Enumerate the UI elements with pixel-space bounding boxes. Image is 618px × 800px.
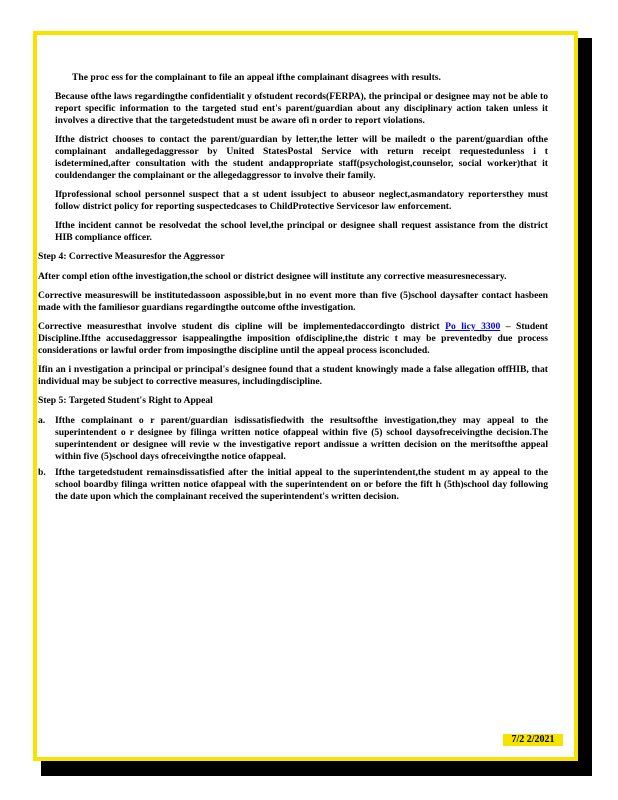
list-item xyxy=(38,467,548,503)
step4-paragraph-2: Corrective measureswill be institutedassoon aspossible,but in no event more than five (5)school daysafter contact hasbeen made with the familiesor guardians regardingthe outcome ofthe investigation. xyxy=(38,290,548,313)
step5-heading: Step 5: Targeted Student's Right to Appeal xyxy=(38,395,213,406)
bullet-text: The proc ess for the complainant to file an appeal ifthe complainant disagrees with results. xyxy=(72,72,441,83)
paragraph-abuse: Ifprofessional school personnel suspect that a st udent issubject to abuseor neglect,asmandatory reportersthey must follow district policy for reporting suspectedcases to ChildProtective Servicesor law enforcement. xyxy=(55,189,548,212)
step4-heading: Step 4: Corrective Measuresfor the Aggressor xyxy=(38,251,225,262)
document-body xyxy=(38,72,548,507)
list-item-label: a. xyxy=(38,415,46,426)
paragraph-letter: Ifthe district chooses to contact the parent/guardian by letter,the letter will be mailedt o the parent/guardian ofthe complainant andallegedaggressor by United StatesPostal Service with return receipt requestedunless i t isdetermined,after consultation with the student andappropriate staff(psychologist,counselor, social worker)that it couldendanger the complainant or the allegedaggressor to involve their family. xyxy=(55,134,548,181)
paragraph-escalation: Ifthe incident cannot be resolvedat the school level,the principal or designee shall request assistance from the district HIB compliance officer. xyxy=(55,220,548,243)
bullet-item xyxy=(55,72,548,84)
bullet-symbol xyxy=(55,72,72,84)
step4-paragraph-1: After compl etion ofthe investigation,the school or district designee will institute any corrective measuresnecessary. xyxy=(38,271,507,282)
paragraph-ferpa: Because ofthe laws regardingthe confidentialit y ofstudent records(FERPA), the principal or designee may not be able to report specific information to the targeted stud ent's parent/guardian about any disciplinary action taken unless it involves a directive that the targetedstudent must be aware ofi n order to report violations. xyxy=(55,91,548,126)
policy-3300-link[interactable]: Po licy 3300 xyxy=(445,321,501,332)
list-item-text: Ifthe complainant o r parent/guardian isdissatisfiedwith the resultsofthe investigation,they may appeal to the superintendent o r designee by filinga written notice ofappeal within five (5) school daysofreceivingthe decision.The superintendent or designee will revie w the investigative report andissue a written decision on the meritsofthe appeal within five (5)school days ofreceivingthe notice ofappeal. xyxy=(55,415,548,462)
step4-p3-after: – Student Discipline.Ifthe accusedaggressor isappealingthe imposition ofdiscipline,the distric t may be preventedby due process considerations or lawful order from imposingthe discipline until the appeal process isconcluded. xyxy=(38,321,548,356)
list-item xyxy=(38,415,548,463)
list-item-label: b. xyxy=(38,467,46,478)
list-item-text: Ifthe targetedstudent remainsdissatisfied after the initial appeal to the superintendent,the student m ay appeal to the school boardby filinga written notice ofappeal with the superintendent on or before the fift h (5th)school day following the date upon which the complainant received the superintendent's written decision. xyxy=(55,467,548,502)
date-stamp: 7/2 2/2021 xyxy=(503,734,563,746)
step4-paragraph-3 xyxy=(38,321,548,357)
step4-paragraph-4: Ifin an i nvestigation a principal or principal's designee found that a student knowingly made a false allegation offHIB, that individual may be subject to corrective measures, includingdiscipline. xyxy=(38,364,548,387)
step4-p3-before: Corrective measuresthat involve student dis cipline will be implementedaccordingto district xyxy=(38,321,446,332)
